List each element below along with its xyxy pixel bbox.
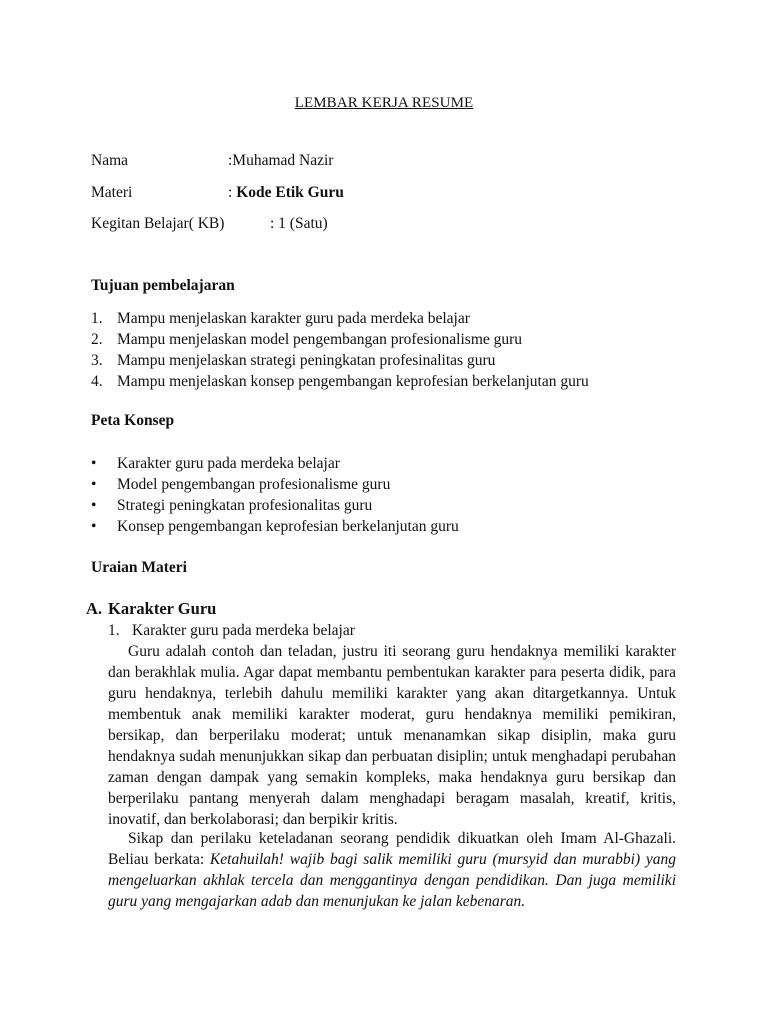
list-item <box>91 516 459 537</box>
paragraph-1: Guru adalah contoh dan teladan, justru iti seorang guru hendaknya memiliki karakter dan berakhlak mulia. Agar dapat membantu pembentukan karakter para peserta didik, para guru hendaknya, terlebih dahulu memiliki karakter yang akan ditargetkannya. Untuk membentuk anak memiliki karakter moderat, guru hendaknya memiliki pemikiran, bersikap, dan berperilaku moderat; untuk menanamkan sikap disiplin, maka guru hendaknya sudah menunjukkan sikap dan perbuatan disiplin; untuk menghadapi perubahan zaman dengan dampak yang semakin kompleks, maka hendaknya guru bersikap dan berperilaku pantang menyerah dalam menghadapi beragam masalah, kreatif, kritis, inovatif, dan berkolaborasi; dan berpikir kritis. <box>108 643 676 828</box>
list-item <box>91 474 459 495</box>
peta-heading: Peta Konsep <box>91 412 175 429</box>
list-item-text: Mampu menjelaskan karakter guru pada merdeka belajar <box>117 310 470 327</box>
section-a-title: Karakter Guru <box>108 599 217 618</box>
tujuan-heading: Tujuan pembelajaran <box>91 277 235 294</box>
paragraph-2-text: Sikap dan perilaku keteladanan seorang pendidik dikuatkan oleh Imam Al-Ghazali. Beliau berkata: <box>108 830 676 868</box>
paragraph-2-quote: Ketahuilah! wajib bagi salik memiliki guru (mursyid dan murabbi) yang mengeluarkan akhlak tercela dan menggantinya dengan pendidikan. Dan juga memiliki guru yang mengajarkan adab dan menunjukan ke jalan kebenaran. <box>108 851 677 910</box>
list-number: 4. <box>91 373 103 390</box>
field-materi <box>91 183 344 203</box>
materi-label: Materi <box>91 184 133 201</box>
materi-value: Kode Etik Guru <box>236 184 344 201</box>
document-title: LEMBAR KERJA RESUME <box>294 95 474 111</box>
uraian-heading: Uraian Materi <box>91 559 187 576</box>
list-item-text: Strategi peningkatan profesionalitas guru <box>117 497 373 514</box>
field-nama <box>91 151 334 171</box>
subsection-1-number: 1. <box>108 622 120 639</box>
list-number: 3. <box>91 352 103 369</box>
section-a-label: A. <box>86 599 103 618</box>
peta-list <box>91 453 459 537</box>
list-item-text: Mampu menjelaskan konsep pengembangan keprofesian berkelanjutan guru <box>117 373 589 390</box>
materi-value-wrap <box>228 183 344 203</box>
subsection-1-heading <box>108 620 355 641</box>
tujuan-list <box>91 308 589 392</box>
section-a-heading <box>86 598 216 620</box>
list-number: 1. <box>91 310 103 327</box>
list-item-text: Karakter guru pada merdeka belajar <box>117 455 340 472</box>
bullet-icon: • <box>91 476 97 493</box>
list-item-text: Model pengembangan profesionalisme guru <box>117 476 391 493</box>
list-item <box>91 495 459 516</box>
list-item <box>91 371 589 392</box>
bullet-icon: • <box>91 518 97 535</box>
list-item-text: Mampu menjelaskan strategi peningkatan profesinalitas guru <box>117 352 496 369</box>
list-item <box>91 453 459 474</box>
list-item <box>91 329 589 350</box>
field-kb <box>91 214 328 234</box>
bullet-icon: • <box>91 455 97 472</box>
nama-label: Nama <box>91 152 129 169</box>
paragraph-2 <box>108 828 676 912</box>
kb-value: : 1 (Satu) <box>270 215 328 232</box>
list-number: 2. <box>91 331 103 348</box>
list-item-text: Mampu menjelaskan model pengembangan profesionalisme guru <box>117 331 523 348</box>
materi-colon: : <box>228 184 237 201</box>
kb-label: Kegitan Belajar( KB) <box>91 215 225 232</box>
subsection-1-title: Karakter guru pada merdeka belajar <box>132 622 355 639</box>
list-item-text: Konsep pengembangan keprofesian berkelanjutan guru <box>117 518 459 535</box>
bullet-icon: • <box>91 497 97 514</box>
list-item <box>91 308 589 329</box>
list-item <box>91 350 589 371</box>
nama-value: :Muhamad Nazir <box>228 152 334 169</box>
